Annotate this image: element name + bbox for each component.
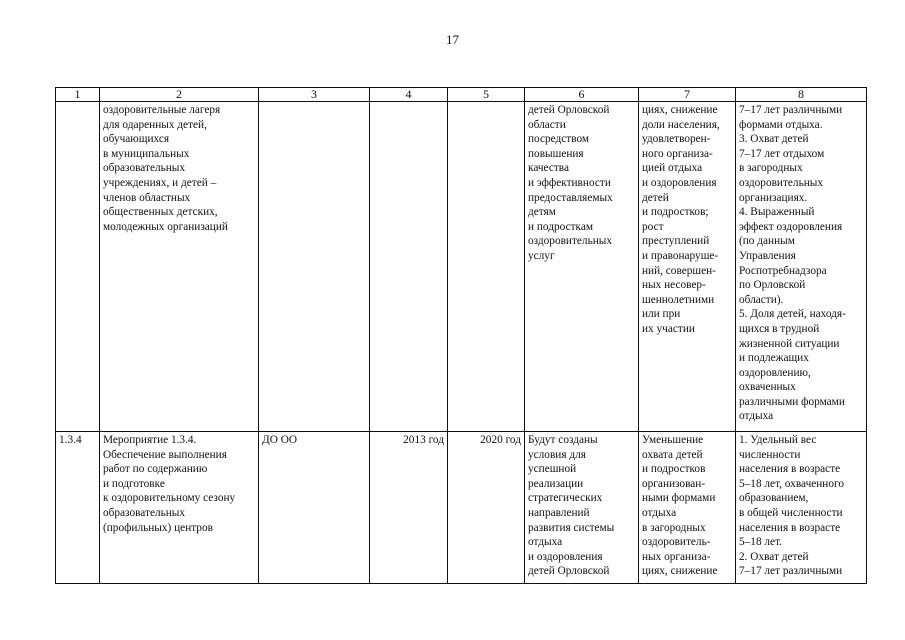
header-cell: 5 <box>448 88 525 102</box>
cell-end-year <box>448 102 525 432</box>
page-number: 17 <box>446 32 459 47</box>
cell-executor: ДО ОО <box>259 432 370 584</box>
cell-start-year: 2013 год <box>370 432 448 584</box>
cell-expected-result: детей Орловской области посредством повышения качества и эффективности предоставляемых детям и подросткам оздоровительных услуг <box>525 102 639 432</box>
cell-expected-result: Будут созданы условия для успешной реализации стратегических направлений развития системы отдыха и оздоровления детей Орловской <box>525 432 639 584</box>
cell-end-year: 2020 год <box>448 432 525 584</box>
cell-measure: оздоровительные лагеря для одаренных детей, обучающихся в муниципальных образовательных учреждениях, и детей – членов областных общественных детских, молодежных организаций <box>100 102 259 432</box>
cell-number <box>56 102 100 432</box>
header-cell: 8 <box>736 88 867 102</box>
header-cell: 2 <box>100 88 259 102</box>
cell-number: 1.3.4 <box>56 432 100 584</box>
table-row <box>56 432 867 584</box>
header-cell: 7 <box>639 88 736 102</box>
cell-consequences: циях, снижение доли населения, удовлетворен- ного организа- цией отдыха и оздоровления детей и подростков; рост преступлений и правонаруше- ний, совершен- ных несовер- шеннолетними или при их участии <box>639 102 736 432</box>
cell-executor <box>259 102 370 432</box>
cell-indicators: 7–17 лет различными формами отдыха. 3. Охват детей 7–17 лет отдыхом в загородных оздоровительных организациях. 4. Выраженный эффект оздоровления (по данным Управления Роспотребнадзора по Орловской области). 5. Доля детей, находя- щихся в трудной жизненной ситуации и подлежащих оздоровлению, охваченных различными формами отдыха <box>736 102 867 432</box>
header-cell: 6 <box>525 88 639 102</box>
cell-consequences: Уменьшение охвата детей и подростков организован- ными формами отдыха в загородных оздоровитель- ных организа- циях, снижение <box>639 432 736 584</box>
cell-indicators: 1. Удельный вес численности населения в возрасте 5–18 лет, охваченного образованием, в общей численности населения в возрасте 5–18 лет. 2. Охват детей 7–17 лет различными <box>736 432 867 584</box>
measures-table <box>55 87 867 584</box>
table-row <box>56 102 867 432</box>
header-cell: 3 <box>259 88 370 102</box>
header-row <box>56 88 867 102</box>
cell-start-year <box>370 102 448 432</box>
header-cell: 4 <box>370 88 448 102</box>
header-cell: 1 <box>56 88 100 102</box>
cell-measure: Мероприятие 1.3.4. Обеспечение выполнения работ по содержанию и подготовке к оздоровительному сезону образовательных (профильных) центров <box>100 432 259 584</box>
